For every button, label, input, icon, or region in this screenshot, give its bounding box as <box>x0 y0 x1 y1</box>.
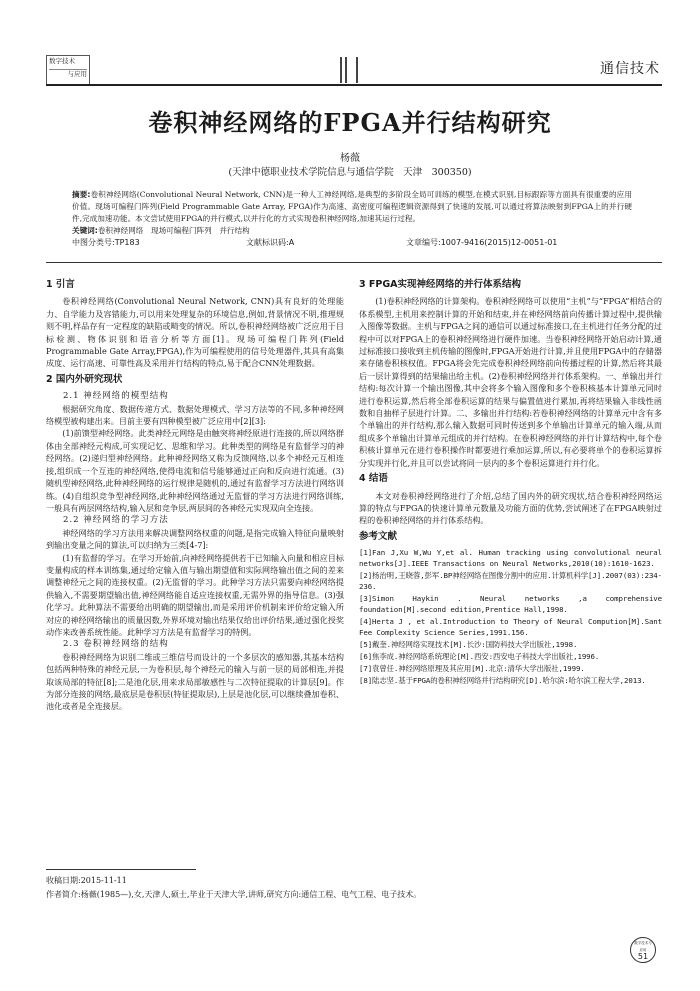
footnote-rule <box>46 869 196 870</box>
footnotes <box>46 874 662 902</box>
section-2-2-heading: 2.2 神经网络的学习方法 <box>63 515 169 526</box>
page-badge-ring-text: 数字技术与应用 <box>634 941 652 952</box>
keywords-line <box>72 225 632 237</box>
journal-tag <box>46 55 90 85</box>
author-name: 杨薇 <box>340 153 360 164</box>
abstract-label: 摘要: <box>72 190 91 199</box>
journal-tag-line2: 与应用 <box>49 69 87 79</box>
left-column <box>46 275 344 713</box>
reference-item: [2]杨治明,王晓蓉,彭军.BP神经网络在图像分割中的应用.计算机科学[J].2007(03):234-236. <box>359 571 662 592</box>
section-3-paragraph: (1)卷积神经网络的计算架构。卷积神经网络可以使用“主机”与“FPGA”相结合的体系模型,主机用来控制计算的开始和结束,并在神经网络前向传播计算过程中,提供输入图像等数据。主机与FPGA之间的通信可以通过标准接口,在主机进行任务分配的过程中可以对FPGA上的卷积神经网络进行硬件加速。当卷积神经网络开始启动计算,通过标准接口接收到主机传输的图像时,FPGA开始进行计算,并且使用FPGA中的存储器来存储卷积核权值。FPGA将会先完成卷积神经网络前向传播过程的计算,然后将其最后一层计算得到的结果输出给主机。(2)卷积神经网络并行体系架构。一、单输出并行结构:每次计算一个输出图像,其中会将多个输入图像和多个卷积核基本计算单元同时进行卷积运算,然后将全部卷积运算的结果与偏置值进行累加,再将结果输入非线性函数和自抽样子层进行计算。二、多输出并行结构:若卷积神经网络的计算单元中含有多个单输出的并行结构,那么输入数据可同时传送到多个单输出计算单元的输入端,从而组成多个单输出计算单元组成的并行结构。在卷积神经网络的并行计算结构中,每个卷积核计算单元在进行卷积操作时都要进行乘加运算,所以,有必要将单个的卷积运算拆分实现并行化,并且可以尝试将同一层内的多个卷积运算进行并行化。 <box>359 296 662 468</box>
abstract-block <box>72 189 632 237</box>
section-4-heading: 4 结语 <box>359 473 388 485</box>
abstract-paragraph <box>72 189 632 225</box>
article-number: 文章编号:1007-9416(2015)12-0051-01 <box>406 238 558 247</box>
section-2-2-paragraph: 神经网络的学习方法用来解决调整网络权重的问题,是指完成输入特征向量映射到输出变量之间的算法,可以归纳为三类[4-7]: <box>46 527 344 551</box>
clc-number: 中图分类号:TP183 <box>72 238 140 247</box>
section-2-3-heading: 2.3 卷积神经网络的结构 <box>63 639 169 650</box>
section-2-2-paragraph-2: (1)有监督的学习。在学习开始前,向神经网络提供若干已知输入向量和相应目标变量构成的样本训练集,通过给定输入值与输出期望值和实际网络输出值之间的差来调整神经元之间的连接权重。(2)无监督的学习。此种学习方法只需要向神经网络提供输入,不需要期望输出值,神经网络能自适应连接权重,无需外界的指导信息。(3)强化学习。此种算法不需要给出明确的期望输出,而是采用评价机制来评价给定输入所对应的神经网络输出的质量因数,外界环境对输出结果仅给出评价结果,通过强化授奖动作来改善系统性能。此种学习方法是有监督学习的特例。 <box>46 552 344 637</box>
reference-item: [3]Simon Haykin . Neural networks ,a comprehensive foundation[M].second edition,Prentice Hall,1998. <box>359 594 662 615</box>
reference-item: [7]袁曾任.神经网络原理及其应用[M].北京:清华大学出版社,1999. <box>359 664 585 674</box>
reference-item: [6]焦李成.神经网络系统理论[M].西安:西安电子科技大学出版社,1996. <box>359 652 600 662</box>
references-heading: 参考文献 <box>359 530 398 542</box>
keywords-label: 关键词: <box>72 226 98 235</box>
reference-item: [4]Herta J , et al.Introduction to Theory of Neural Compution[M].Sant Fee Complexity Science Series,1991.156. <box>359 617 662 638</box>
paper-title: 卷积神经网络的FPGA并行结构研究 <box>148 108 552 137</box>
abstract-divider <box>46 262 662 263</box>
section-1-heading: 1 引言 <box>46 279 75 290</box>
header-bars-decoration <box>340 57 360 83</box>
section-2-1-heading: 2.1 神经网络的模型结构 <box>63 391 169 402</box>
reference-item: [5]戴奎.神经网络实现技术[M].长沙:国防科技大学出版社,1998. <box>359 640 578 650</box>
author-affiliation: (天津中德职业技术学院信息与通信学院 天津 300350) <box>228 167 472 178</box>
reference-item: [8]陆志坚.基于FPGA的卷积神经网络并行结构研究[D].哈尔滨:哈尔滨工程大学,2013. <box>359 676 646 686</box>
references-list <box>359 547 662 686</box>
header-rule <box>46 84 662 86</box>
page-number-badge <box>630 937 656 963</box>
abstract-text: 卷积神经网络(Convolutional Neural Network, CNN)是一种人工神经网络,是典型的多阶段全局可训练的模型,在模式识别,目标跟踪等方面具有很重要的应用价值。现场可编程门阵列(Field Programmable Gate Array, FPGA)作为高速、高密度可编程逻辑资源得到了快速的发展,可以通过将算法映射到FPGA上的并行硬件,完成加速功能。本文尝试使用FPGA的并行模式,以并行化的方式实现卷积神经网络,加速其运行过程。 <box>72 190 632 223</box>
section-1-paragraph: 卷积神经网络(Convolutional Neural Network, CNN)具有良好的处理能力、自学能力及容错能力,可以用来处理复杂的环境信息,例如,背景情况不明,推理规则不明,样品存有一定程度的缺陷或畸变的情况。所以,卷积神经网络被广泛应用于目标检测、物体识别和语音分析等方面[1]。现场可编程门阵列(Field Programmable Gate Array,FPGA),作为可编程使用的信号处理器件,其具有高集成度、运行高速、可靠性高及采用并行结构的特点,易于配合CNN处理数据。 <box>46 296 344 369</box>
journal-tag-line1: 数字技术 <box>49 57 75 65</box>
right-column <box>359 275 662 687</box>
document-code: 文献标识码:A <box>246 238 295 247</box>
section-2-1-paragraph: 根据研究角度、数据传递方式、数据处理模式、学习方法等的不同,多种神经网络模型被构建出来。目前主要有四种模型被广泛应用中[2][3]: <box>46 403 344 427</box>
section-2-heading: 2 国内外研究现状 <box>46 373 123 385</box>
section-3-heading: 3 FPGA实现神经网络的并行体系结构 <box>359 279 522 290</box>
section-2-1-paragraph-2: (1)前馈型神经网络。此类神经元网络是由触突将神经原进行连接的,所以网络群体由全部神经元构成,可实现记忆、思维和学习。此种类型的网络是有监督学习的神经网络。(2)递归型神经网络。此种神经网络又称为反馈网络,以多个神经元互相连接,组织成一个互连的神经网络,使得电流和信号能够通过正向和反向进行流通。(3)随机型神经网络,此种神经网络的运行规律是随机的,通过有监督学习方法进行网络训练。(4)自组织竞争型神经网络,此种神经网络通过无监督的学习方法进行网络训练,一般具有两层网络结构,输入层和竞争层,两层间的各神经元实现双向全连接。 <box>46 428 344 513</box>
section-2-3-paragraph: 卷积神经网络为识别二维或三维信号而设计的一个多层次的感知器,其基本结构包括两种特殊的神经元层,一为卷积层,每个神经元的输入与前一层的局部相连,并提取该局部的特征[8];二是池化层,用来求局部敏感性与二次特征提取的计算层[9]。作为部分连接的网络,最底层是卷积层(特征提取层),上层是池化层,可以继续叠加卷积、池化或者是全连接层。 <box>46 651 344 712</box>
page-number: 51 <box>637 952 649 961</box>
author-bio: 作者简介:杨薇(1985—),女,天津人,硕士,毕业于天津大学,讲师,研究方向:通信工程、电气工程、电子技术。 <box>46 890 422 899</box>
section-label: 通信技术 <box>600 61 660 77</box>
section-4-paragraph: 本文对卷积神经网络进行了介绍,总结了国内外的研究现状,结合卷积神经网络运算的特点与FPGA的快速计算单元数量及功能方面的优势,尝试阐述了在FPGA映射过程的卷积神经网络的并行体系结构。 <box>359 490 662 526</box>
keywords-text: 卷积神经网络 现场可编程门阵列 并行结构 <box>97 226 250 235</box>
received-date: 收稿日期:2015-11-11 <box>46 876 127 885</box>
reference-item: [1]Fan J,Xu W,Wu Y,et al. Human tracking using convolutional neural networks[J].IEEE Transactions on Neural Networks,2010(10):1610-1623. <box>359 548 662 569</box>
